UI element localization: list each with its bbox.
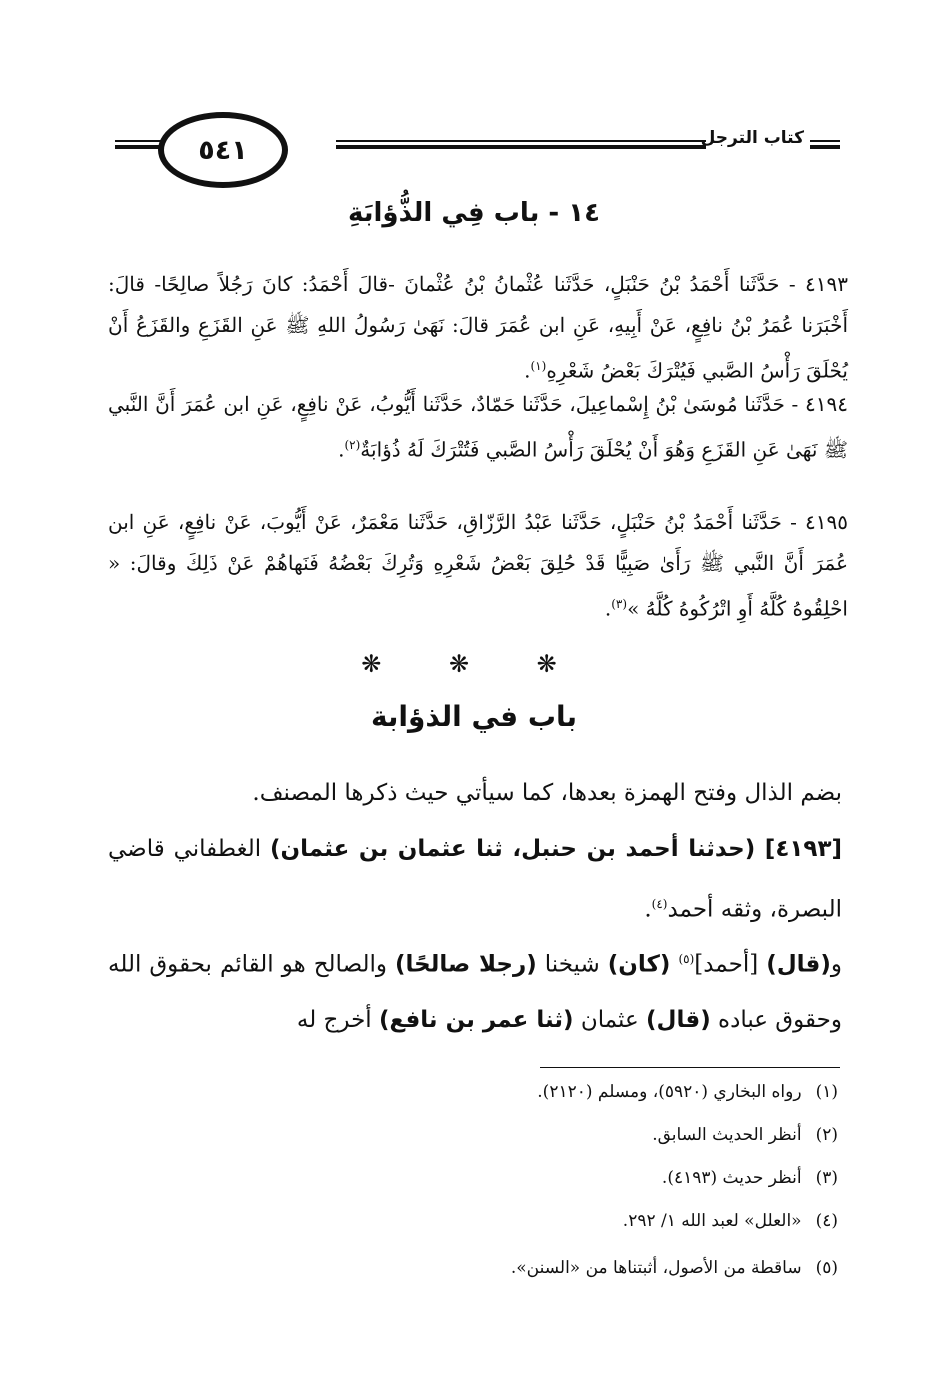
footnote-5 — [300, 1258, 838, 1288]
footnote-4 — [300, 1211, 838, 1241]
footnote-text: رواه البخاري (٥٩٢٠)، ومسلم (٢١٢٠). — [537, 1082, 802, 1102]
commentary-text: و — [830, 951, 842, 978]
footnote-number: (٢) — [815, 1125, 838, 1145]
commentary-text: [أحمد] — [694, 951, 767, 978]
quoted-word: (ثنا عمر بن نافع) — [379, 1006, 574, 1033]
footnote-number: (٤) — [815, 1211, 838, 1231]
footnote-text: أنظر حديث (٤١٩٣). — [661, 1168, 802, 1188]
quoted-word: (كان) — [607, 951, 671, 978]
quoted-isnad: [٤١٩٣] (حدثنا أحمد بن حنبل، ثنا عثمان بن عثمان) — [270, 836, 842, 862]
hadith-text: ٤١٩٣ - حَدَّثَنا أَحْمَدُ بْنُ حَنْبَلٍ، حَدَّثَنا عُثْمانُ بْنُ عُثْمانَ -قالَ أَحْمَدُ: كانَ رَجُلاً صالِحًا- قالَ: أَخْبَرَنا عُمَرُ بْنُ نافِعٍ، عَنْ أَبِيهِ، عَنِ ابن عُمَرَ قالَ: نَهَىٰ رَسُولُ اللهِ ﷺ عَنِ القَزَعِ والقَزَعُ أَنْ يُحْلَقَ رَأْسُ الصَّبي فَيُتْرَكَ بَعْضُ شَعْرِهِ — [108, 272, 848, 383]
page-header — [110, 108, 840, 188]
chapter-title: ١٤ - باب فِي الذُّؤابَةِ — [347, 198, 601, 228]
footnote-separator — [540, 1067, 840, 1068]
header-rule-right — [336, 140, 706, 149]
commentary-text: شيخنا — [536, 951, 608, 978]
footnote-text: أنظر الحديث السابق. — [652, 1125, 802, 1145]
footnote-number: (١) — [815, 1082, 838, 1102]
footnote-number: (٣) — [815, 1168, 838, 1188]
footnote-3 — [300, 1168, 838, 1198]
section-separator: ❋ ❋ ❋ — [361, 650, 587, 678]
commentary-text: عثمان — [573, 1006, 647, 1033]
footnote-number: (٥) — [815, 1258, 838, 1278]
footnote-ref: (٣) — [611, 597, 628, 611]
quoted-word: (قال) — [646, 1006, 711, 1033]
footnote-text: «العلل» لعبد الله ١/ ٢٩٢. — [622, 1211, 802, 1231]
hadith-text: ٤١٩٥ - حَدَّثَنا أَحْمَدُ بْنُ حَنْبَلٍ، حَدَّثَنا عَبْدُ الرَّزّاقِ، حَدَّثَنا مَعْمَرٌ، عَنْ أَيُّوبَ، عَنْ نافِعٍ، عَنِ ابن عُمَرَ أَنَّ النَّبي ﷺ رَأَىٰ صَبِيًّا قَدْ حُلِقَ بَعْضُ شَعْرِهِ وَتُرِكَ بَعْضُهُ فَنَهاهُمْ عَنْ ذَلِكَ وقالَ: « احْلِقُوهُ كُلَّهُ أَوِ اتْرُكُوهُ كُلَّهُ » — [108, 510, 848, 621]
commentary-text: الغطفاني قاضي البصرة، وثقه أحمد — [108, 836, 842, 923]
hadith-4195: ٤١٩٥ - حَدَّثَنا أَحْمَدُ بْنُ حَنْبَلٍ، حَدَّثَنا عَبْدُ الرَّزّاقِ، حَدَّثَنا مَعْمَرٌ، عَنْ أَيُّوبَ، عَنْ نافِعٍ، عَنِ ابن عُمَرَ أَنَّ النَّبي ﷺ رَأَىٰ صَبِيًّا قَدْ حُلِقَ بَعْضُ شَعْرِهِ وَتُرِكَ بَعْضُهُ فَنَهاهُمْ عَنْ ذَلِكَ وقالَ: « احْلِقُوهُ كُلَّهُ أَوِ اتْرُكُوهُ كُلَّهُ »$^{(٣)}$. — [108, 510, 848, 621]
commentary-title: باب في الذؤابة — [370, 700, 578, 733]
commentary-paragraph-3 — [108, 932, 842, 1048]
hadith-4194: ٤١٩٤ - حَدَّثَنا مُوسَىٰ بْنُ إِسْماعِيلَ، حَدَّثَنا حَمّادٌ، حَدَّثَنا أَيُّوبُ، عَنْ نافِعٍ، عَنِ ابن عُمَرَ أَنَّ النَّبي ﷺ نَهَىٰ عَنِ القَزَعِ وَهُوَ أَنْ يُحْلَقَ رَأْسُ الصَّبي فَتُتْرَكَ لَهُ ذُؤابَةٌ$^{(٢)}$. — [108, 392, 848, 462]
footnote-ref: (٥) — [678, 952, 695, 966]
footnote-2 — [300, 1125, 838, 1155]
footnote-ref: (٤) — [651, 897, 668, 911]
footnote-1 — [300, 1082, 838, 1112]
page-number: ٥٤١ — [158, 112, 288, 188]
commentary-text: أخرج له — [296, 1006, 380, 1033]
hadith-text: ٤١٩٤ - حَدَّثَنا مُوسَىٰ بْنُ إِسْماعِيلَ، حَدَّثَنا حَمّادٌ، حَدَّثَنا أَيُّوبُ، عَنْ نافِعٍ، عَنِ ابن عُمَرَ أَنَّ النَّبي ﷺ نَهَىٰ عَنِ القَزَعِ وَهُوَ أَنْ يُحْلَقَ رَأْسُ الصَّبي فَتُتْرَكَ لَهُ ذُؤابَةٌ — [108, 392, 848, 462]
commentary-paragraph-1: بضم الذال وفتح الهمزة بعدها، كما سيأتي حيث ذكرها المصنف. — [252, 780, 842, 806]
footnote-text: ساقطة من الأصول، أثبتناها من «السنن». — [510, 1258, 802, 1278]
header-rule-end — [810, 140, 840, 149]
hadith-4193: ٤١٩٣ - حَدَّثَنا أَحْمَدُ بْنُ حَنْبَلٍ، حَدَّثَنا عُثْمانُ بْنُ عُثْمانَ -قالَ أَحْمَدُ: كانَ رَجُلاً صالِحًا- قالَ: أَخْبَرَنا عُمَرُ بْنُ نافِعٍ، عَنْ أَبِيهِ، عَنِ ابن عُمَرَ قالَ: نَهَىٰ رَسُولُ اللهِ ﷺ عَنِ القَزَعِ والقَزَعُ أَنْ يُحْلَقَ رَأْسُ الصَّبي فَيُتْرَكَ بَعْضُ شَعْرِهِ$^{(١)}$. — [108, 272, 848, 383]
quoted-word: (قال) — [766, 951, 831, 978]
footnote-ref: (١) — [530, 359, 547, 373]
quoted-word: (رجلا صالحًا) — [395, 951, 537, 978]
book-title: كتاب الترجل — [700, 128, 804, 148]
footnote-ref: (٢) — [344, 438, 361, 452]
commentary-text: والصالح هو القائم بحقوق الله وحقوق عباده — [108, 951, 842, 1033]
commentary-paragraph-2: [٤١٩٣] (حدثنا أحمد بن حنبل، ثنا عثمان بن عثمان) الغطفاني قاضي البصرة، وثقه أحمد$^{(٤)}$. — [108, 836, 842, 923]
